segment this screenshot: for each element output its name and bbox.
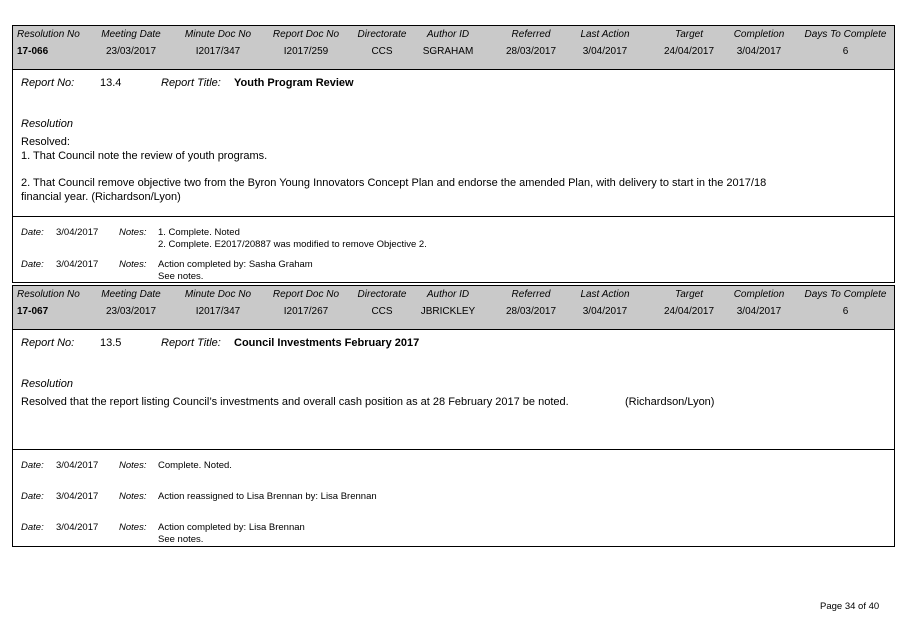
days-to-complete-label: Days To Complete — [804, 29, 887, 40]
note-date: 3/04/2017 — [56, 491, 99, 502]
author-id-label: Author ID — [426, 29, 470, 40]
note-line: Action completed by: Sasha Graham — [158, 259, 313, 270]
last-action-label: Last Action — [580, 29, 630, 40]
directorate-label: Directorate — [357, 289, 407, 300]
meeting-date-value: 23/03/2017 — [105, 46, 157, 57]
date-label: Date: — [21, 522, 44, 533]
date-label: Date: — [21, 460, 44, 471]
referred-label: Referred — [511, 29, 551, 40]
completion-label: Completion — [733, 289, 785, 300]
completion-value: 3/04/2017 — [736, 46, 782, 57]
report-doc-no-label: Report Doc No — [272, 29, 340, 40]
report-no-value: 13.4 — [100, 77, 122, 89]
note-date: 3/04/2017 — [56, 460, 99, 471]
report-title-label: Report Title: — [161, 337, 221, 349]
record-header — [13, 286, 894, 330]
report-doc-no-value: I2017/267 — [283, 306, 329, 317]
page-number: Page 34 of 40 — [820, 601, 880, 612]
resolution-no-value: 17-066 — [17, 46, 49, 57]
target-value: 24/04/2017 — [663, 46, 715, 57]
note-line: Complete. Noted. — [158, 460, 232, 471]
report-no-label: Report No: — [21, 337, 75, 349]
date-label: Date: — [21, 227, 44, 238]
resolution-record — [12, 25, 895, 283]
record-header — [13, 26, 894, 70]
note-line: Action completed by: Lisa Brennan — [158, 522, 305, 533]
completion-label: Completion — [733, 29, 785, 40]
resolution-heading: Resolution — [21, 118, 73, 130]
report-section — [13, 70, 894, 216]
meeting-date-label: Meeting Date — [101, 29, 161, 40]
days-to-complete-label: Days To Complete — [804, 289, 887, 300]
resolution-no-label: Resolution No — [17, 289, 80, 300]
report-title-value: Council Investments February 2017 — [234, 337, 420, 349]
notes-label: Notes: — [119, 259, 147, 270]
note-line: 2. Complete. E2017/20887 was modified to remove Objective 2. — [158, 239, 427, 250]
report-doc-no-label: Report Doc No — [272, 289, 340, 300]
minute-doc-no-value: I2017/347 — [195, 306, 241, 317]
notes-section — [13, 450, 894, 547]
resolution-no-label: Resolution No — [17, 29, 80, 40]
notes-label: Notes: — [119, 522, 147, 533]
last-action-value: 3/04/2017 — [582, 306, 628, 317]
note-date: 3/04/2017 — [56, 522, 99, 533]
report-title-label: Report Title: — [161, 77, 221, 89]
target-value: 24/04/2017 — [663, 306, 715, 317]
target-label: Target — [675, 29, 703, 40]
meeting-date-value: 23/03/2017 — [105, 306, 157, 317]
last-action-value: 3/04/2017 — [582, 46, 628, 57]
completion-value: 3/04/2017 — [736, 306, 782, 317]
report-doc-no-value: I2017/259 — [283, 46, 329, 57]
meeting-date-label: Meeting Date — [101, 289, 161, 300]
referred-label: Referred — [511, 289, 551, 300]
note-line: See notes. — [158, 534, 204, 545]
notes-label: Notes: — [119, 460, 147, 471]
note-line: Action reassigned to Lisa Brennan by: Lisa Brennan — [158, 491, 377, 502]
directorate-value: CCS — [371, 306, 393, 317]
target-label: Target — [675, 289, 703, 300]
date-label: Date: — [21, 259, 44, 270]
resolution-no-value: 17-067 — [17, 306, 49, 317]
minute-doc-no-label: Minute Doc No — [184, 29, 252, 40]
resolution-line: financial year. (Richardson/Lyon) — [21, 191, 181, 203]
notes-label: Notes: — [119, 227, 147, 238]
author-id-value: SGRAHAM — [422, 46, 474, 57]
referred-value: 28/03/2017 — [505, 46, 557, 57]
directorate-label: Directorate — [357, 29, 407, 40]
report-title-value: Youth Program Review — [234, 77, 354, 89]
minute-doc-no-label: Minute Doc No — [184, 289, 252, 300]
note-date: 3/04/2017 — [56, 227, 99, 238]
notes-label: Notes: — [119, 491, 147, 502]
referred-value: 28/03/2017 — [505, 306, 557, 317]
report-no-value: 13.5 — [100, 337, 122, 349]
author-id-label: Author ID — [426, 289, 470, 300]
report-no-label: Report No: — [21, 77, 75, 89]
note-line: See notes. — [158, 271, 204, 282]
note-date: 3/04/2017 — [56, 259, 99, 270]
notes-section — [13, 217, 894, 283]
resolution-record — [12, 285, 895, 547]
author-id-value: JBRICKLEY — [420, 306, 476, 317]
resolution-mover: (Richardson/Lyon) — [625, 396, 715, 408]
days-to-complete-value: 6 — [842, 306, 849, 317]
resolution-text: Resolved that the report listing Council’s investments and overall cash position as at 28 February 2017 be noted. — [21, 396, 569, 408]
resolution-line: 2. That Council remove objective two from the Byron Young Innovators Concept Plan and endorse the amended Plan, with delivery to start in the 2017/18 — [21, 177, 767, 189]
note-line: 1. Complete. Noted — [158, 227, 240, 238]
resolution-line: 1. That Council note the review of youth programs. — [21, 150, 268, 162]
directorate-value: CCS — [371, 46, 393, 57]
report-section — [13, 330, 894, 449]
days-to-complete-value: 6 — [842, 46, 849, 57]
date-label: Date: — [21, 491, 44, 502]
resolution-line: Resolved: — [21, 136, 70, 148]
last-action-label: Last Action — [580, 289, 630, 300]
minute-doc-no-value: I2017/347 — [195, 46, 241, 57]
resolution-heading: Resolution — [21, 378, 73, 390]
